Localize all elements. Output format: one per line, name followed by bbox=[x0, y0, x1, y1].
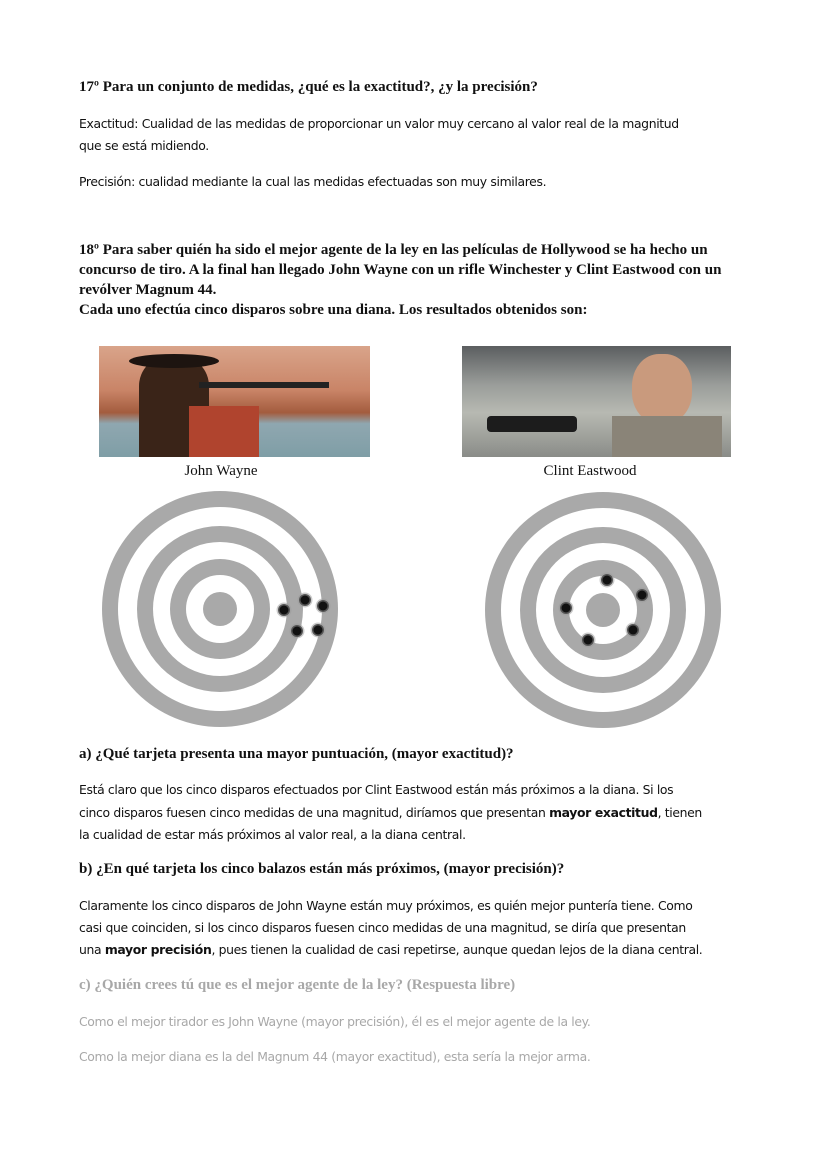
caption-john-wayne: John Wayne bbox=[184, 463, 258, 479]
answer-a-line2 bbox=[79, 805, 702, 820]
clint-eastwood-target bbox=[483, 490, 723, 730]
answer-b-line3 bbox=[79, 942, 702, 957]
bullet-hole bbox=[317, 600, 329, 612]
john-wayne-photo bbox=[99, 346, 370, 457]
emphasis-mayor-exactitud: mayor exactitud bbox=[549, 805, 658, 820]
exactitud-definition-line2: que se está midiendo. bbox=[79, 138, 209, 153]
question-c: c) ¿Quién crees tú que es el mejor agente de la ley? (Respuesta libre) bbox=[79, 977, 516, 993]
answer-b-line1: Claramente los cinco disparos de John Wayne están muy próximos, es quién mejor puntería tiene. Como bbox=[79, 898, 693, 913]
text: , pues tienen la cualidad de casi repetirse, aunque quedan lejos de la diana central. bbox=[211, 942, 703, 957]
question-18-line4: Cada uno efectúa cinco disparos sobre una diana. Los resultados obtenidos son: bbox=[79, 302, 588, 318]
text: una bbox=[79, 942, 105, 957]
question-b: b) ¿En qué tarjeta los cinco balazos están más próximos, (mayor precisión)? bbox=[79, 861, 565, 877]
question-18-line1: 18º Para saber quién ha sido el mejor agente de la ley en las películas de Hollywood se ha hecho un bbox=[79, 242, 708, 258]
text: cinco disparos fuesen cinco medidas de una magnitud, diríamos que presentan bbox=[79, 805, 550, 820]
answer-b-line2: casi que coinciden, si los cinco disparos fuesen cinco medidas de una magnitud, se diría que presentan bbox=[79, 920, 686, 935]
precision-definition: Precisión: cualidad mediante la cual las medidas efectuadas son muy similares. bbox=[79, 174, 547, 189]
question-18-line3: revólver Magnum 44. bbox=[79, 282, 217, 298]
emphasis-mayor-precision: mayor precisión bbox=[104, 942, 212, 957]
bullet-hole bbox=[560, 602, 572, 614]
answer-a-line1: Está claro que los cinco disparos efectuados por Clint Eastwood están más próximos a la diana. Si los bbox=[79, 782, 674, 797]
bullet-hole bbox=[291, 625, 303, 637]
bullet-hole bbox=[299, 594, 311, 606]
john-wayne-target bbox=[100, 489, 340, 729]
bullet-hole bbox=[601, 574, 613, 586]
answer-a-line3: la cualidad de estar más próximos al valor real, a la diana central. bbox=[79, 827, 466, 842]
answer-c-line1: Como el mejor tirador es John Wayne (mayor precisión), él es el mejor agente de la ley. bbox=[79, 1014, 591, 1029]
answer-c-line2: Como la mejor diana es la del Magnum 44 (mayor exactitud), esta sería la mejor arma. bbox=[79, 1049, 591, 1064]
bullet-hole bbox=[312, 624, 324, 636]
bullet-hole bbox=[636, 589, 648, 601]
exactitud-definition-line1: Exactitud: Cualidad de las medidas de proporcionar un valor muy cercano al valor real de la magnitud bbox=[79, 116, 679, 131]
text: , tienen bbox=[657, 805, 702, 820]
question-17-title: 17º Para un conjunto de medidas, ¿qué es la exactitud?, ¿y la precisión? bbox=[79, 79, 538, 95]
bullet-hole bbox=[278, 604, 290, 616]
bullet-hole bbox=[627, 624, 639, 636]
bullet-hole bbox=[582, 634, 594, 646]
question-18-line2: concurso de tiro. A la final han llegado John Wayne con un rifle Winchester y Clint Eastwood con un bbox=[79, 262, 722, 278]
clint-eastwood-photo bbox=[462, 346, 731, 457]
caption-clint-eastwood: Clint Eastwood bbox=[543, 463, 637, 479]
question-a: a) ¿Qué tarjeta presenta una mayor puntuación, (mayor exactitud)? bbox=[79, 746, 514, 762]
